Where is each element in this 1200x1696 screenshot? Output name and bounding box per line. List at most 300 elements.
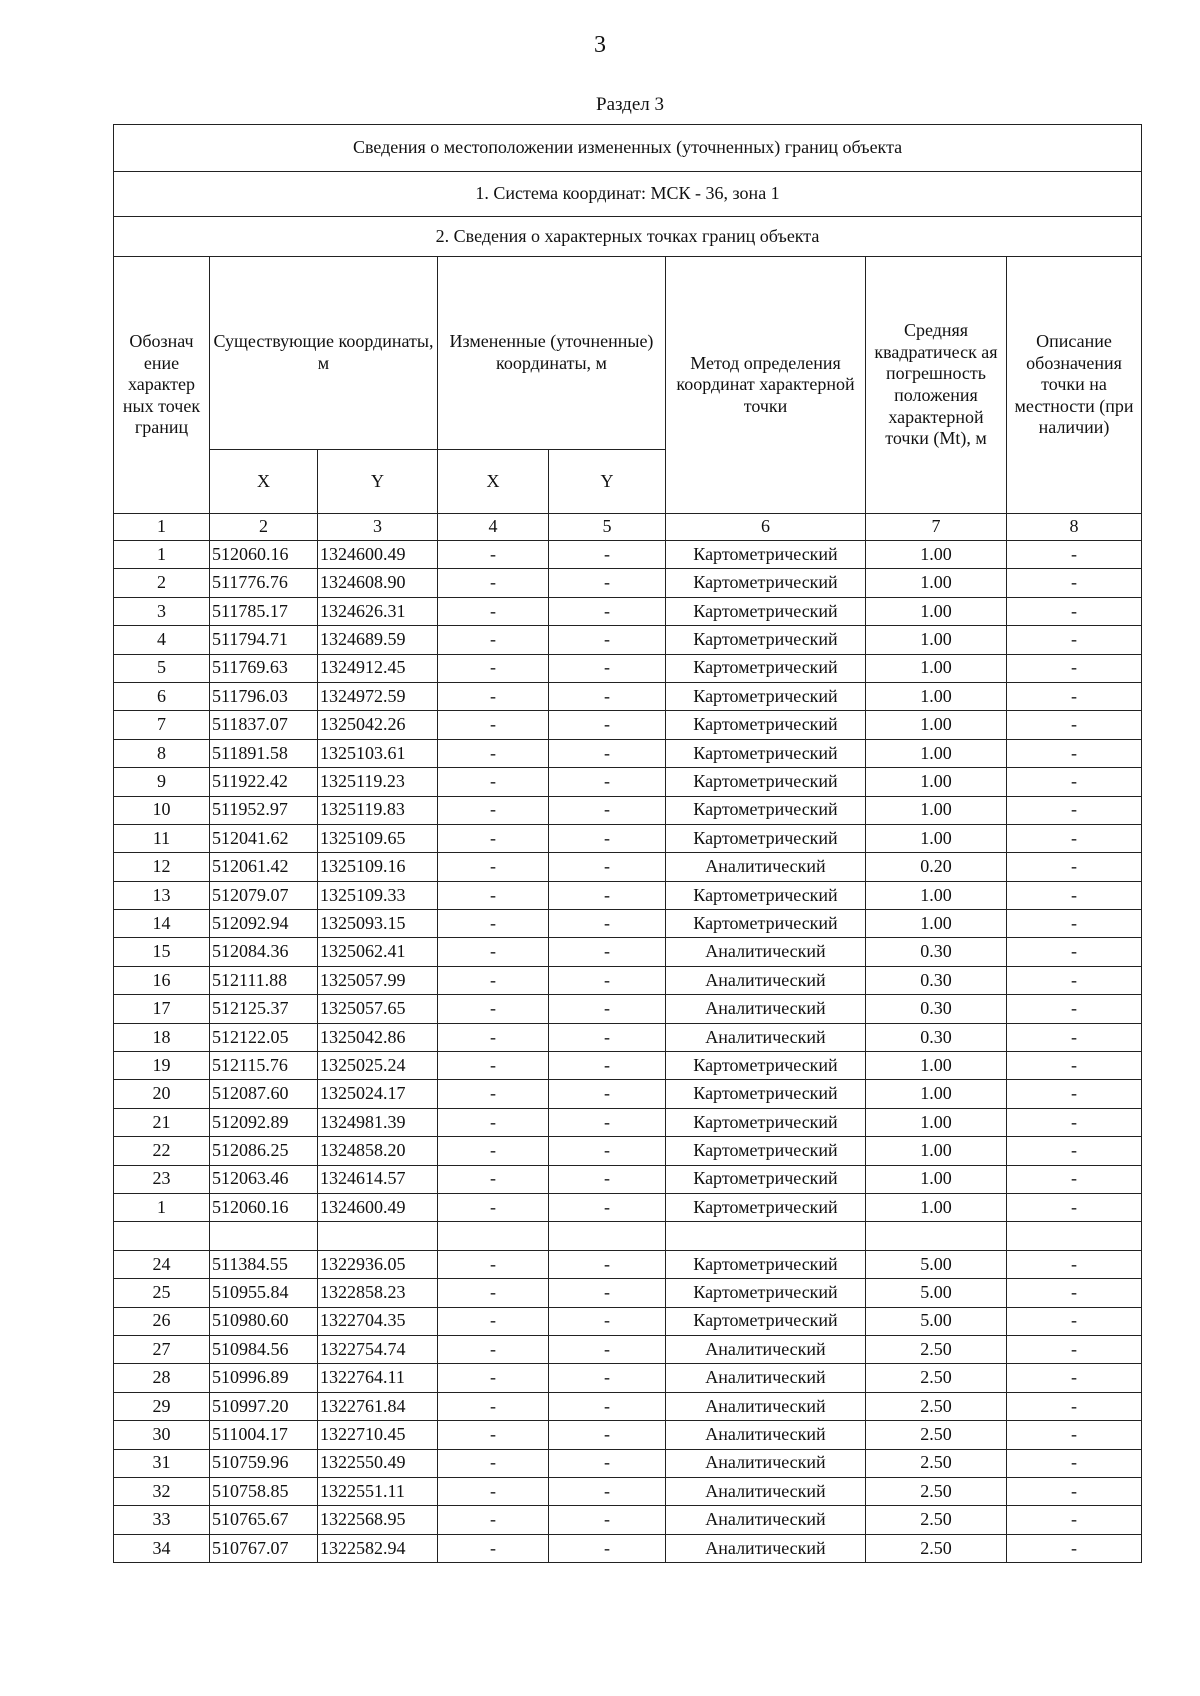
cell-error: 1.00 (866, 1108, 1007, 1136)
cell-y-existing: 1324608.90 (318, 569, 438, 597)
cell-error: 0.30 (866, 938, 1007, 966)
cell-method: Аналитический (666, 938, 866, 966)
header-error: Средняя квадратическ ая погрешность положения характерной точки (Mt), м (866, 257, 1007, 514)
cell-error: 1.00 (866, 654, 1007, 682)
cell-x-changed: - (438, 1506, 549, 1534)
cell-description: - (1007, 1023, 1142, 1051)
cell-point-id: 19 (114, 1052, 210, 1080)
cell-x-changed: - (438, 910, 549, 938)
cell-point-id: 1 (114, 1193, 210, 1221)
cell-y-changed: - (549, 1449, 666, 1477)
cell-method: Картометрический (666, 1137, 866, 1165)
points-heading: 2. Сведения о характерных точках границ объекта (114, 217, 1142, 257)
cell-x-changed: - (438, 1023, 549, 1051)
cell-x-existing: 511922.42 (210, 768, 318, 796)
cell-method: Аналитический (666, 966, 866, 994)
cell-x-existing: 510980.60 (210, 1307, 318, 1335)
cell-error: 2.50 (866, 1335, 1007, 1363)
cell-y-existing: 1322764.11 (318, 1364, 438, 1392)
cell-method: Картометрический (666, 711, 866, 739)
cell-x-changed: - (438, 1477, 549, 1505)
cell-x-changed: - (438, 1335, 549, 1363)
cell-point-id: 10 (114, 796, 210, 824)
cell-x-existing: 511004.17 (210, 1421, 318, 1449)
cell-error: 1.00 (866, 881, 1007, 909)
cell-y-existing: 1325057.99 (318, 966, 438, 994)
cell-x-existing: 511769.63 (210, 654, 318, 682)
cell-method: Картометрический (666, 739, 866, 767)
cell-y-changed: - (549, 682, 666, 710)
cell-error: 5.00 (866, 1307, 1007, 1335)
cell-x-changed: - (438, 796, 549, 824)
cell-point-id: 15 (114, 938, 210, 966)
cell-point-id: 5 (114, 654, 210, 682)
cell-y-changed: - (549, 1307, 666, 1335)
cell-error: 1.00 (866, 1165, 1007, 1193)
table-row (114, 824, 1142, 852)
cell-y-changed: - (549, 824, 666, 852)
cell-error: 1.00 (866, 626, 1007, 654)
cell-description: - (1007, 1449, 1142, 1477)
cell-y-existing: 1322761.84 (318, 1392, 438, 1420)
cell-y-existing: 1322704.35 (318, 1307, 438, 1335)
cell-y-existing: 1325042.86 (318, 1023, 438, 1051)
cell-x-changed: - (438, 1193, 549, 1221)
table-row (114, 881, 1142, 909)
cell-x-changed (438, 1222, 549, 1250)
cell-x-existing: 510758.85 (210, 1477, 318, 1505)
cell-error: 1.00 (866, 541, 1007, 569)
cell-method: Аналитический (666, 1392, 866, 1420)
cell-y-existing: 1325025.24 (318, 1052, 438, 1080)
cell-error: 5.00 (866, 1279, 1007, 1307)
cell-x-existing: 512086.25 (210, 1137, 318, 1165)
header-x-changed: X (438, 450, 549, 514)
coord-system: 1. Система координат: МСК - 36, зона 1 (114, 172, 1142, 217)
table-row (114, 768, 1142, 796)
cell-error: 0.30 (866, 1023, 1007, 1051)
cell-point-id: 7 (114, 711, 210, 739)
cell-error: 5.00 (866, 1250, 1007, 1278)
cell-description: - (1007, 768, 1142, 796)
cell-error: 1.00 (866, 682, 1007, 710)
cell-description: - (1007, 796, 1142, 824)
cell-x-existing: 512061.42 (210, 853, 318, 881)
cell-y-changed: - (549, 1506, 666, 1534)
cell-method: Картометрический (666, 1250, 866, 1278)
cell-method: Аналитический (666, 1421, 866, 1449)
cell-x-existing: 510765.67 (210, 1506, 318, 1534)
cell-x-existing: 511891.58 (210, 739, 318, 767)
cell-x-existing: 512092.94 (210, 910, 318, 938)
cell-y-changed: - (549, 938, 666, 966)
cell-point-id: 22 (114, 1137, 210, 1165)
table-row (114, 1250, 1142, 1278)
cell-y-existing: 1322582.94 (318, 1534, 438, 1562)
cell-point-id: 3 (114, 597, 210, 625)
cell-point-id: 9 (114, 768, 210, 796)
cell-y-existing: 1325024.17 (318, 1080, 438, 1108)
cell-error: 2.50 (866, 1477, 1007, 1505)
header-changed-coords: Измененные (уточненные) координаты, м (438, 257, 666, 450)
cell-x-existing: 510759.96 (210, 1449, 318, 1477)
cell-x-changed: - (438, 966, 549, 994)
cell-error: 2.50 (866, 1421, 1007, 1449)
table-row (114, 739, 1142, 767)
cell-x-existing: 511776.76 (210, 569, 318, 597)
cell-point-id: 32 (114, 1477, 210, 1505)
column-number: 3 (318, 514, 438, 541)
cell-y-existing: 1322936.05 (318, 1250, 438, 1278)
cell-x-changed: - (438, 768, 549, 796)
cell-point-id: 20 (114, 1080, 210, 1108)
cell-y-changed: - (549, 796, 666, 824)
cell-point-id: 29 (114, 1392, 210, 1420)
table-row (114, 938, 1142, 966)
cell-point-id (114, 1222, 210, 1250)
cell-description: - (1007, 1137, 1142, 1165)
table-row (114, 910, 1142, 938)
cell-description: - (1007, 1250, 1142, 1278)
table-row (114, 541, 1142, 569)
cell-y-existing: 1325109.16 (318, 853, 438, 881)
cell-x-changed: - (438, 1392, 549, 1420)
cell-x-changed: - (438, 995, 549, 1023)
cell-x-existing: 512092.89 (210, 1108, 318, 1136)
table-row (114, 1421, 1142, 1449)
cell-y-existing: 1325109.65 (318, 824, 438, 852)
column-number: 7 (866, 514, 1007, 541)
table-row (114, 1165, 1142, 1193)
cell-y-changed: - (549, 995, 666, 1023)
cell-y-changed: - (549, 1023, 666, 1051)
cell-point-id: 21 (114, 1108, 210, 1136)
cell-error: 1.00 (866, 597, 1007, 625)
cell-error (866, 1222, 1007, 1250)
table-row (114, 711, 1142, 739)
cell-y-changed: - (549, 853, 666, 881)
cell-point-id: 1 (114, 541, 210, 569)
cell-error: 1.00 (866, 824, 1007, 852)
header-y-changed: Y (549, 450, 666, 514)
cell-description: - (1007, 1506, 1142, 1534)
cell-y-changed: - (549, 1108, 666, 1136)
cell-y-existing: 1325042.26 (318, 711, 438, 739)
header-description: Описание обозначения точки на местности (при наличии) (1007, 257, 1142, 514)
cell-error: 1.00 (866, 1193, 1007, 1221)
cell-description: - (1007, 966, 1142, 994)
cell-x-changed: - (438, 1165, 549, 1193)
cell-x-changed: - (438, 654, 549, 682)
cell-point-id: 4 (114, 626, 210, 654)
cell-point-id: 23 (114, 1165, 210, 1193)
cell-method: Аналитический (666, 1335, 866, 1363)
cell-y-existing: 1322710.45 (318, 1421, 438, 1449)
cell-description: - (1007, 682, 1142, 710)
table-row (114, 1108, 1142, 1136)
cell-y-existing: 1325057.65 (318, 995, 438, 1023)
cell-y-changed: - (549, 1364, 666, 1392)
table-row (114, 1052, 1142, 1080)
cell-point-id: 31 (114, 1449, 210, 1477)
cell-x-changed: - (438, 1080, 549, 1108)
cell-point-id: 27 (114, 1335, 210, 1363)
cell-y-existing: 1324689.59 (318, 626, 438, 654)
cell-y-existing: 1322754.74 (318, 1335, 438, 1363)
column-number: 5 (549, 514, 666, 541)
column-number: 8 (1007, 514, 1142, 541)
cell-x-existing: 511952.97 (210, 796, 318, 824)
cell-x-existing: 510984.56 (210, 1335, 318, 1363)
column-numbers-row (114, 514, 1142, 541)
cell-y-changed: - (549, 654, 666, 682)
header-y-existing: Y (318, 450, 438, 514)
cell-x-changed: - (438, 1052, 549, 1080)
table-row (114, 1023, 1142, 1051)
cell-y-changed (549, 1222, 666, 1250)
cell-description: - (1007, 1421, 1142, 1449)
cell-description: - (1007, 1534, 1142, 1562)
table-row (114, 626, 1142, 654)
cell-y-changed: - (549, 1477, 666, 1505)
table-row (114, 1477, 1142, 1505)
cell-method: Аналитический (666, 1506, 866, 1534)
cell-y-changed: - (549, 1392, 666, 1420)
cell-method: Аналитический (666, 1534, 866, 1562)
cell-x-existing: 512063.46 (210, 1165, 318, 1193)
cell-method: Картометрический (666, 796, 866, 824)
page-number: 3 (594, 32, 606, 58)
table-row (114, 682, 1142, 710)
cell-method (666, 1222, 866, 1250)
cell-description: - (1007, 1307, 1142, 1335)
cell-y-existing: 1324626.31 (318, 597, 438, 625)
cell-description: - (1007, 597, 1142, 625)
cell-x-changed: - (438, 1364, 549, 1392)
cell-method: Картометрический (666, 910, 866, 938)
table-row (114, 1449, 1142, 1477)
cell-point-id: 8 (114, 739, 210, 767)
cell-method: Картометрический (666, 682, 866, 710)
cell-method: Аналитический (666, 1023, 866, 1051)
cell-error: 1.00 (866, 796, 1007, 824)
table-row (114, 1222, 1142, 1250)
table-row (114, 1392, 1142, 1420)
cell-x-changed: - (438, 938, 549, 966)
cell-method: Картометрический (666, 881, 866, 909)
cell-point-id: 28 (114, 1364, 210, 1392)
cell-description: - (1007, 739, 1142, 767)
cell-y-changed: - (549, 910, 666, 938)
cell-method: Картометрический (666, 1307, 866, 1335)
column-number: 6 (666, 514, 866, 541)
cell-y-changed: - (549, 1335, 666, 1363)
cell-point-id: 30 (114, 1421, 210, 1449)
cell-description: - (1007, 654, 1142, 682)
table-row (114, 654, 1142, 682)
cell-point-id: 24 (114, 1250, 210, 1278)
cell-method: Картометрический (666, 597, 866, 625)
cell-point-id: 11 (114, 824, 210, 852)
table-row (114, 569, 1142, 597)
cell-x-changed: - (438, 541, 549, 569)
header-existing-coords: Существующие координаты, м (210, 257, 438, 450)
cell-y-existing: 1322858.23 (318, 1279, 438, 1307)
cell-x-changed: - (438, 682, 549, 710)
cell-y-changed: - (549, 626, 666, 654)
cell-y-existing: 1325119.23 (318, 768, 438, 796)
cell-y-existing: 1325109.33 (318, 881, 438, 909)
cell-y-existing: 1325103.61 (318, 739, 438, 767)
table-row (114, 1506, 1142, 1534)
cell-method: Аналитический (666, 1364, 866, 1392)
column-number: 1 (114, 514, 210, 541)
cell-method: Картометрический (666, 1165, 866, 1193)
cell-error: 2.50 (866, 1392, 1007, 1420)
cell-description: - (1007, 1108, 1142, 1136)
cell-description: - (1007, 1279, 1142, 1307)
cell-y-changed: - (549, 1165, 666, 1193)
table-row (114, 1193, 1142, 1221)
cell-x-changed: - (438, 881, 549, 909)
table-row (114, 995, 1142, 1023)
cell-description: - (1007, 541, 1142, 569)
cell-method: Картометрический (666, 1052, 866, 1080)
table-row (114, 1307, 1142, 1335)
cell-description: - (1007, 853, 1142, 881)
cell-x-existing: 510767.07 (210, 1534, 318, 1562)
cell-method: Аналитический (666, 1449, 866, 1477)
cell-x-existing: 511785.17 (210, 597, 318, 625)
cell-point-id: 17 (114, 995, 210, 1023)
table-row (114, 597, 1142, 625)
cell-y-existing: 1324912.45 (318, 654, 438, 682)
cell-x-changed: - (438, 1534, 549, 1562)
cell-description: - (1007, 1335, 1142, 1363)
cell-x-existing: 511794.71 (210, 626, 318, 654)
cell-y-changed: - (549, 541, 666, 569)
cell-method: Картометрический (666, 626, 866, 654)
cell-x-changed: - (438, 1108, 549, 1136)
cell-method: Аналитический (666, 995, 866, 1023)
cell-x-existing: 512087.60 (210, 1080, 318, 1108)
table-row (114, 1534, 1142, 1562)
section-title: Раздел 3 (596, 94, 664, 115)
cell-x-changed: - (438, 1279, 549, 1307)
cell-description: - (1007, 1052, 1142, 1080)
cell-error: 1.00 (866, 1137, 1007, 1165)
cell-x-changed: - (438, 597, 549, 625)
cell-y-changed: - (549, 711, 666, 739)
cell-method: Картометрический (666, 569, 866, 597)
cell-x-changed: - (438, 711, 549, 739)
column-number: 2 (210, 514, 318, 541)
cell-x-existing: 512115.76 (210, 1052, 318, 1080)
header-point-designation: Обознач ение характер ных точек границ (114, 257, 210, 514)
cell-method: Картометрический (666, 541, 866, 569)
cell-y-changed: - (549, 739, 666, 767)
cell-y-existing: 1324600.49 (318, 541, 438, 569)
cell-y-changed: - (549, 1279, 666, 1307)
table-row (114, 853, 1142, 881)
cell-x-existing: 512122.05 (210, 1023, 318, 1051)
cell-x-changed: - (438, 739, 549, 767)
cell-y-existing: 1325062.41 (318, 938, 438, 966)
cell-method: Картометрический (666, 824, 866, 852)
cell-x-changed: - (438, 1449, 549, 1477)
boundary-points-table (113, 124, 1142, 1563)
cell-method: Картометрический (666, 768, 866, 796)
cell-description: - (1007, 711, 1142, 739)
cell-description: - (1007, 1477, 1142, 1505)
cell-point-id: 33 (114, 1506, 210, 1534)
cell-y-changed: - (549, 1080, 666, 1108)
table-row (114, 796, 1142, 824)
cell-y-existing: 1322550.49 (318, 1449, 438, 1477)
cell-y-changed: - (549, 1137, 666, 1165)
cell-method: Картометрический (666, 1193, 866, 1221)
cell-x-changed: - (438, 1250, 549, 1278)
cell-point-id: 2 (114, 569, 210, 597)
cell-y-existing: 1325119.83 (318, 796, 438, 824)
cell-description: - (1007, 1364, 1142, 1392)
cell-description (1007, 1222, 1142, 1250)
cell-error: 1.00 (866, 711, 1007, 739)
header-method: Метод определения координат характерной точки (666, 257, 866, 514)
cell-y-existing: 1325093.15 (318, 910, 438, 938)
cell-y-existing: 1324972.59 (318, 682, 438, 710)
cell-y-changed: - (549, 597, 666, 625)
cell-error: 0.30 (866, 995, 1007, 1023)
cell-method: Картометрический (666, 1279, 866, 1307)
cell-x-existing: 512060.16 (210, 541, 318, 569)
cell-point-id: 14 (114, 910, 210, 938)
cell-x-existing: 512079.07 (210, 881, 318, 909)
cell-y-changed: - (549, 1534, 666, 1562)
cell-error: 2.50 (866, 1534, 1007, 1562)
cell-description: - (1007, 1080, 1142, 1108)
cell-y-changed: - (549, 881, 666, 909)
cell-description: - (1007, 1165, 1142, 1193)
cell-error: 0.20 (866, 853, 1007, 881)
cell-y-changed: - (549, 966, 666, 994)
cell-point-id: 25 (114, 1279, 210, 1307)
cell-x-changed: - (438, 824, 549, 852)
table-row (114, 1279, 1142, 1307)
table-title: Сведения о местоположении измененных (уточненных) границ объекта (114, 125, 1142, 172)
cell-description: - (1007, 995, 1142, 1023)
cell-y-existing (318, 1222, 438, 1250)
cell-point-id: 6 (114, 682, 210, 710)
column-number: 4 (438, 514, 549, 541)
cell-x-existing: 512125.37 (210, 995, 318, 1023)
cell-x-changed: - (438, 853, 549, 881)
header-x-existing: X (210, 450, 318, 514)
cell-method: Аналитический (666, 853, 866, 881)
cell-y-existing: 1324981.39 (318, 1108, 438, 1136)
cell-description: - (1007, 1392, 1142, 1420)
cell-y-changed: - (549, 1052, 666, 1080)
cell-description: - (1007, 824, 1142, 852)
cell-description: - (1007, 569, 1142, 597)
cell-x-existing: 510955.84 (210, 1279, 318, 1307)
cell-x-changed: - (438, 1137, 549, 1165)
cell-error: 1.00 (866, 739, 1007, 767)
cell-y-existing: 1324614.57 (318, 1165, 438, 1193)
cell-x-existing: 510997.20 (210, 1392, 318, 1420)
cell-point-id: 13 (114, 881, 210, 909)
cell-error: 2.50 (866, 1506, 1007, 1534)
